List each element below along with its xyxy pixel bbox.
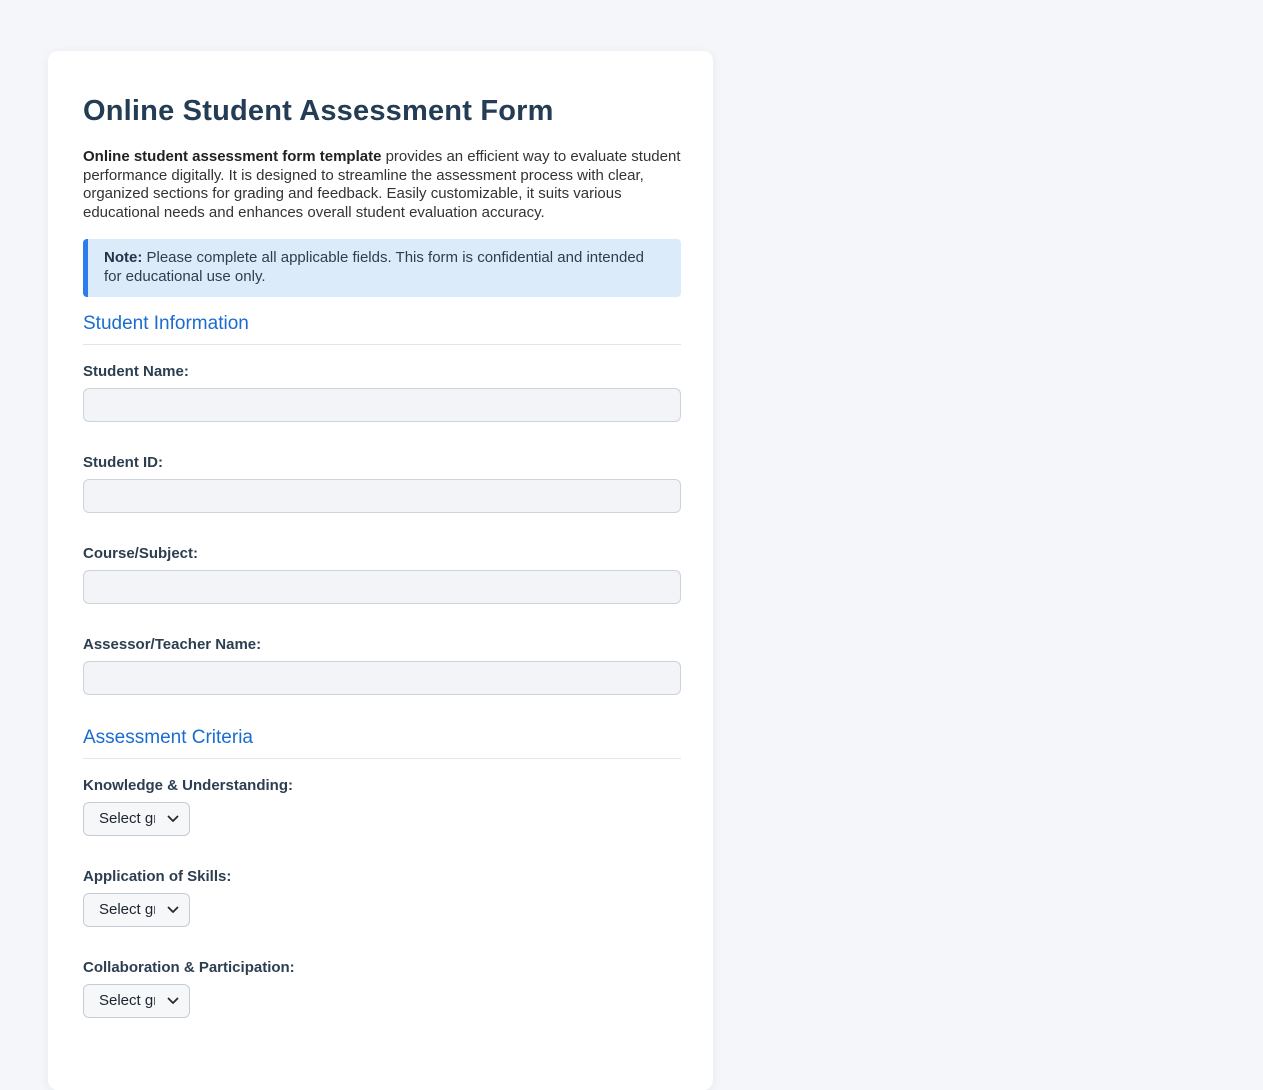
knowledge-understanding-group (83, 777, 681, 836)
intro-paragraph (83, 148, 681, 222)
knowledge-understanding-label: Knowledge & Understanding: (83, 776, 293, 794)
course-subject-input[interactable] (83, 570, 681, 604)
note-text: Please complete all applicable fields. This form is confidential and intended for educational use only. (104, 249, 645, 285)
collaboration-participation-group (83, 959, 681, 1018)
intro-body-text: provides an efficient way to evaluate student performance digitally. It is designed to streamline the assessment process with clear, organized sections for grading and feedback. Easily customizable, it suits various educational needs and enhances overall student evaluation accuracy. (83, 148, 681, 221)
collaboration-participation-label: Collaboration & Participation: (83, 958, 295, 976)
intro-lead-bold: Online student assessment form template (83, 148, 382, 165)
note-box (83, 239, 681, 296)
student-id-label: Student ID: (83, 453, 163, 471)
assessor-teacher-name-input[interactable] (83, 661, 681, 695)
application-of-skills-select-wrap (83, 893, 190, 927)
page-title: Online Student Assessment Form (83, 95, 554, 127)
course-subject-group (83, 545, 681, 604)
knowledge-understanding-select-wrap (83, 802, 190, 836)
assessor-teacher-name-label: Assessor/Teacher Name: (83, 635, 262, 653)
note-label: Note: (104, 249, 143, 267)
section-heading-student-information: Student Information (83, 313, 681, 345)
student-name-label: Student Name: (83, 362, 189, 380)
application-of-skills-label: Application of Skills: (83, 867, 232, 885)
assessor-teacher-name-group (83, 636, 681, 695)
section-heading-assessment-criteria: Assessment Criteria (83, 727, 681, 759)
course-subject-label: Course/Subject: (83, 544, 199, 562)
student-name-input[interactable] (83, 388, 681, 422)
student-id-group (83, 454, 681, 513)
application-of-skills-select[interactable] (83, 893, 190, 927)
student-id-input[interactable] (83, 479, 681, 513)
student-name-group (83, 363, 681, 422)
collaboration-participation-select[interactable] (83, 984, 190, 1018)
collaboration-participation-select-wrap (83, 984, 190, 1018)
assessment-form-card (48, 51, 713, 1090)
application-of-skills-group (83, 868, 681, 927)
knowledge-understanding-select[interactable] (83, 802, 190, 836)
